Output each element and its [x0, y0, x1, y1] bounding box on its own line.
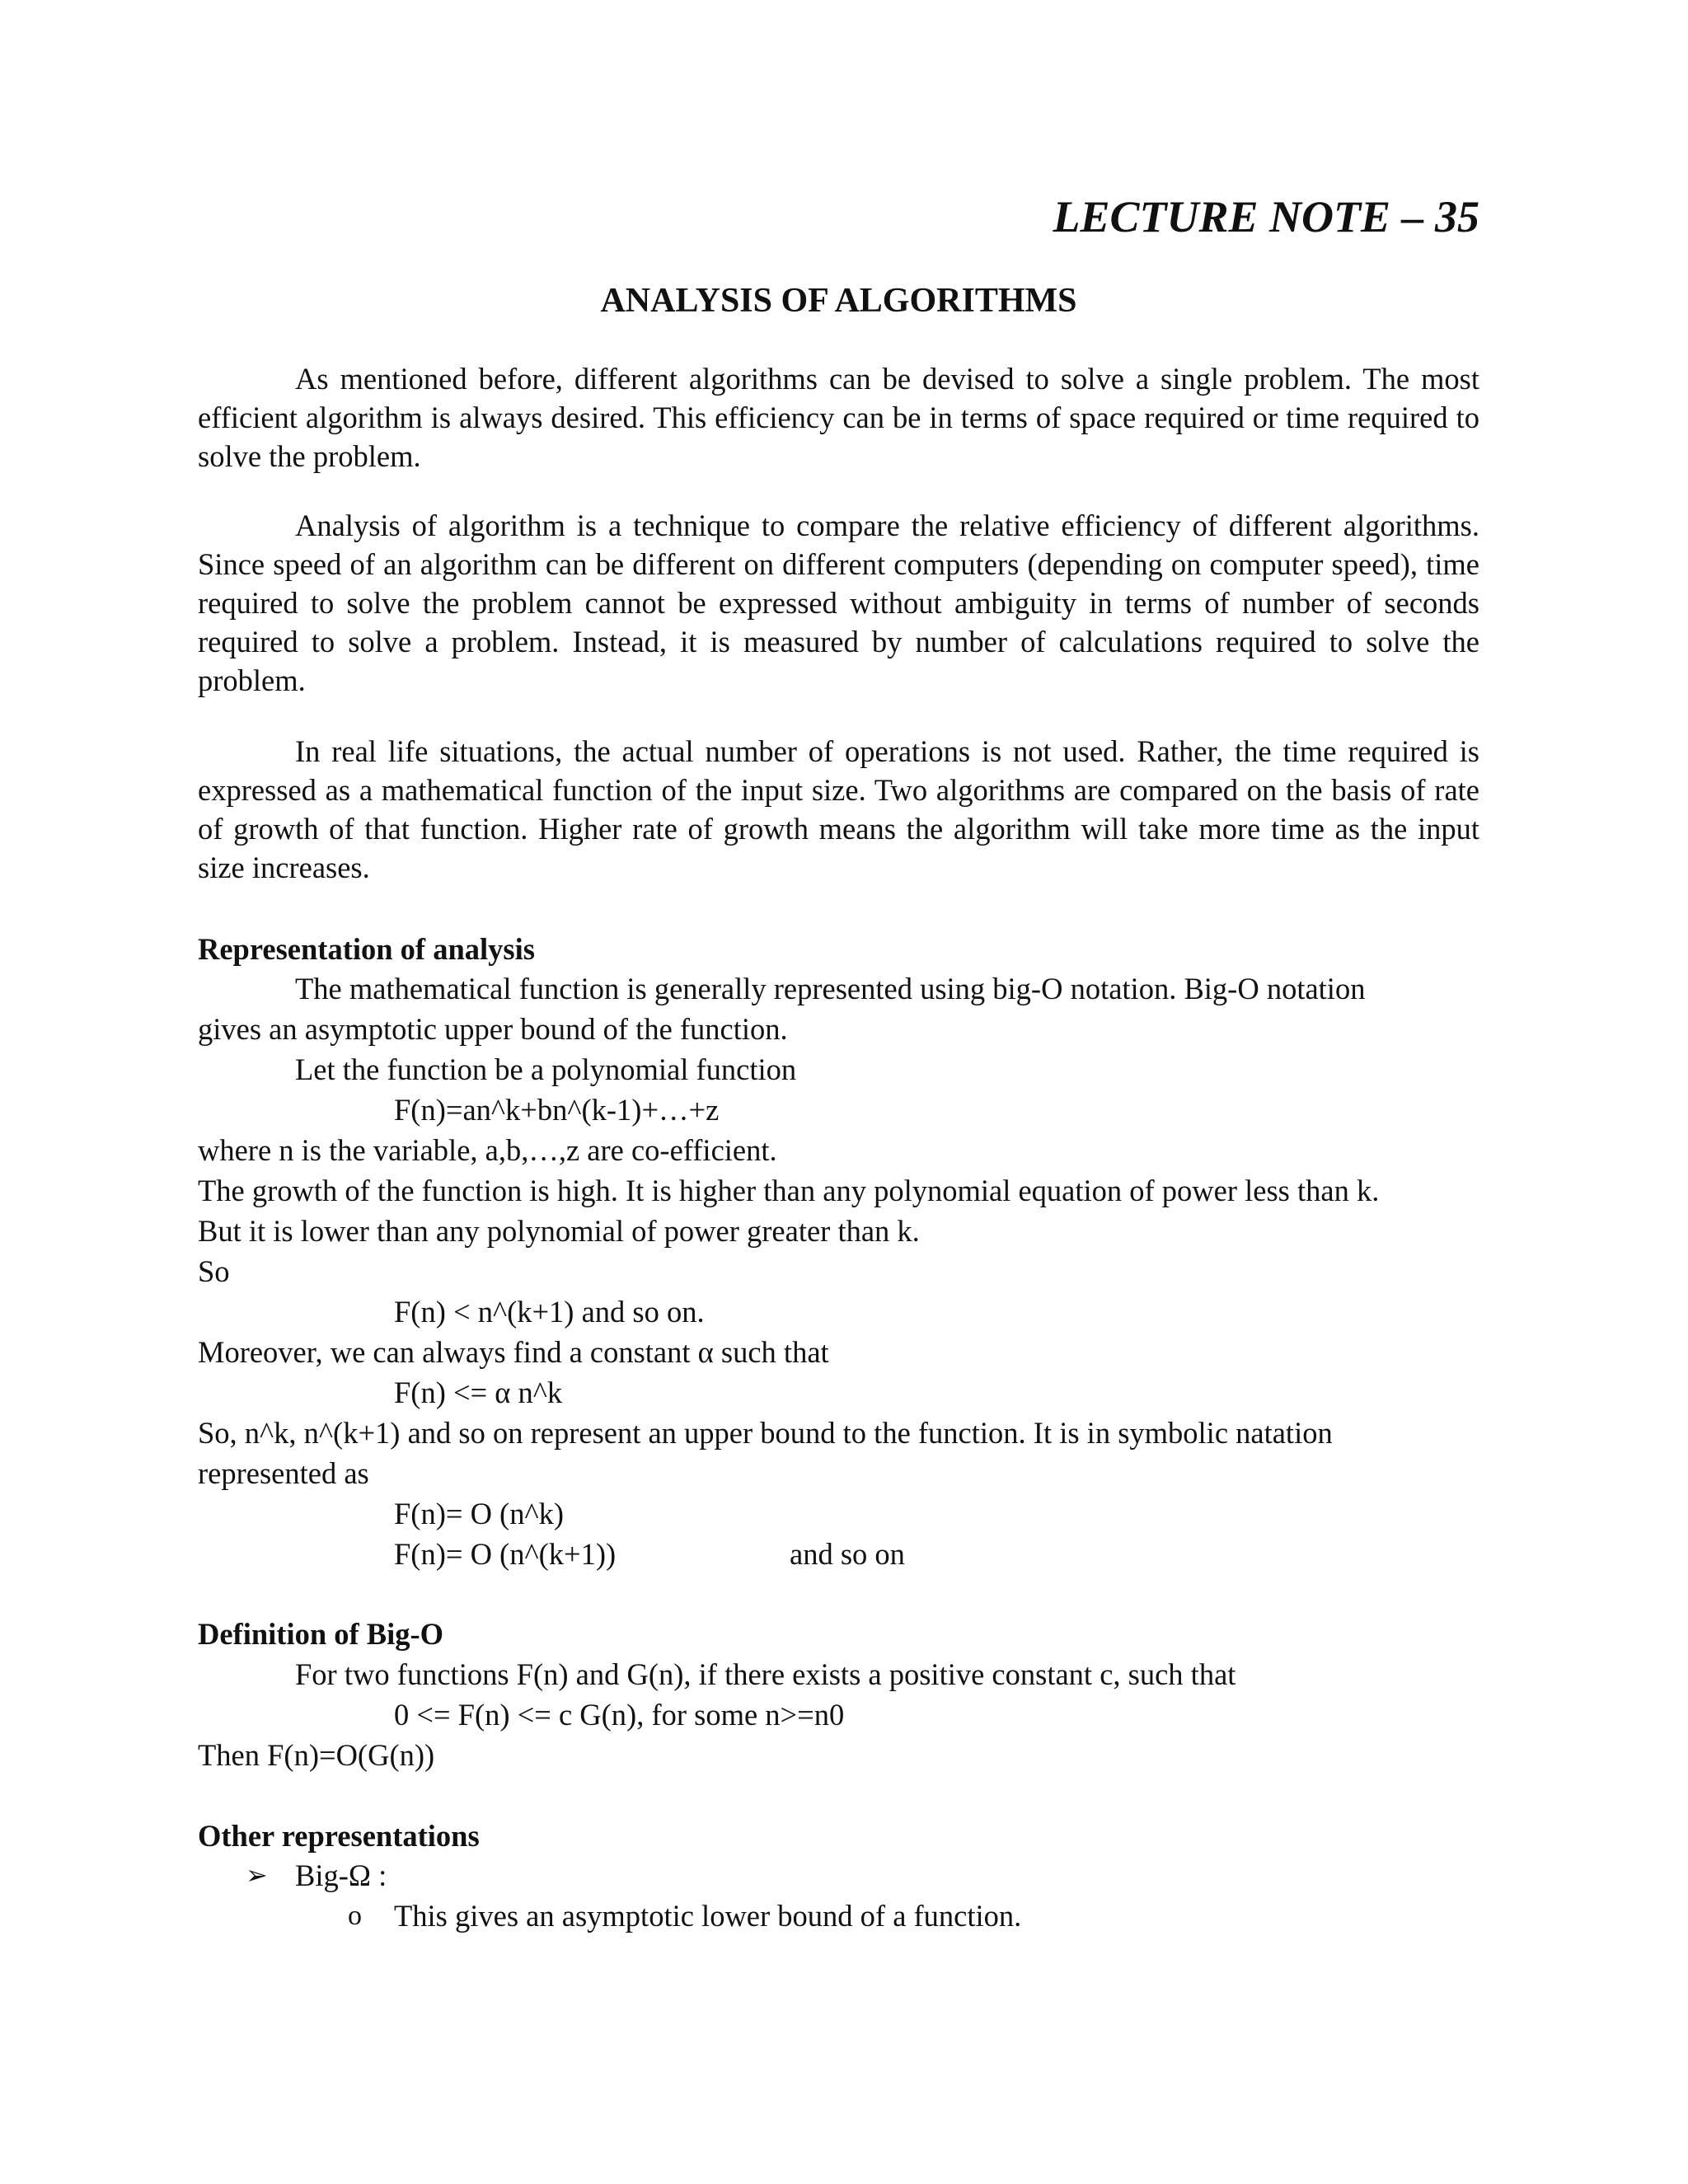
- formula-line: F(n)= O (n^k): [394, 1497, 564, 1530]
- text-line: Moreover, we can always find a constant α such that: [198, 1335, 829, 1369]
- list-item: Big-Ω :: [295, 1858, 387, 1892]
- paragraph-intro: As mentioned before, different algorithms can be devised to solve a single problem. The most efficient algorithm is always desired. This efficiency can be in terms of space required or time required to solve the problem.: [198, 362, 1479, 473]
- text-line: So, n^k, n^(k+1) and so on represent an upper bound to the function. It is in symbolic natation: [198, 1416, 1333, 1450]
- formula-line: 0 <= F(n) <= c G(n), for some n>=n0: [394, 1698, 845, 1732]
- lecture-note-title: LECTURE NOTE – 35: [1053, 192, 1479, 241]
- section-heading-definition: Definition of Big-O: [198, 1617, 444, 1651]
- document-page: [198, 0, 1479, 2184]
- paragraph-real-life: In real life situations, the actual number of operations is not used. Rather, the time required is expressed as a mathematical function of the input size. Two algorithms are compared on the basis of rate of growth of that function. Higher rate of growth means the algorithm will take more time as the input size increases.: [198, 734, 1479, 884]
- text-line: The mathematical function is generally represented using big-O notation. Big-O notation: [295, 972, 1366, 1005]
- circle-bullet-icon: o: [348, 1900, 362, 1931]
- text-line: represented as: [198, 1456, 369, 1490]
- formula-note: and so on: [790, 1537, 905, 1571]
- formula-line: F(n) <= α n^k: [394, 1376, 563, 1409]
- text-line: But it is lower than any polynomial of power greater than k.: [198, 1214, 920, 1248]
- paragraph-analysis: Analysis of algorithm is a technique to compare the relative efficiency of different algorithms. Since speed of an algorithm can be different on different computers (depending on computer speed), time required to solve the problem cannot be expressed without ambiguity in terms of number of seconds required to solve a problem. Instead, it is measured by number of calculations required to solve the problem.: [198, 509, 1479, 697]
- text-line: Let the function be a polynomial function: [295, 1052, 797, 1086]
- page-title: ANALYSIS OF ALGORITHMS: [600, 282, 1077, 320]
- text-line: where n is the variable, a,b,…,z are co-efficient.: [198, 1133, 777, 1167]
- formula-line: F(n)=an^k+bn^(k-1)+…+z: [394, 1093, 720, 1127]
- text-line: The growth of the function is high. It is higher than any polynomial equation of power less than k.: [198, 1174, 1380, 1207]
- section-heading-other: Other representations: [198, 1819, 480, 1853]
- section-heading-representation: Representation of analysis: [198, 932, 535, 966]
- arrow-bullet-icon: ➢: [246, 1860, 268, 1890]
- text-line: Then F(n)=O(G(n)): [198, 1738, 435, 1772]
- list-subitem: This gives an asymptotic lower bound of a function.: [394, 1899, 1022, 1933]
- text-line: For two functions F(n) and G(n), if there exists a positive constant c, such that: [295, 1657, 1236, 1691]
- text-line: So: [198, 1254, 230, 1288]
- formula-line: F(n) < n^(k+1) and so on.: [394, 1295, 705, 1329]
- text-line: gives an asymptotic upper bound of the function.: [198, 1012, 788, 1046]
- formula-line: F(n)= O (n^(k+1)): [394, 1537, 617, 1571]
